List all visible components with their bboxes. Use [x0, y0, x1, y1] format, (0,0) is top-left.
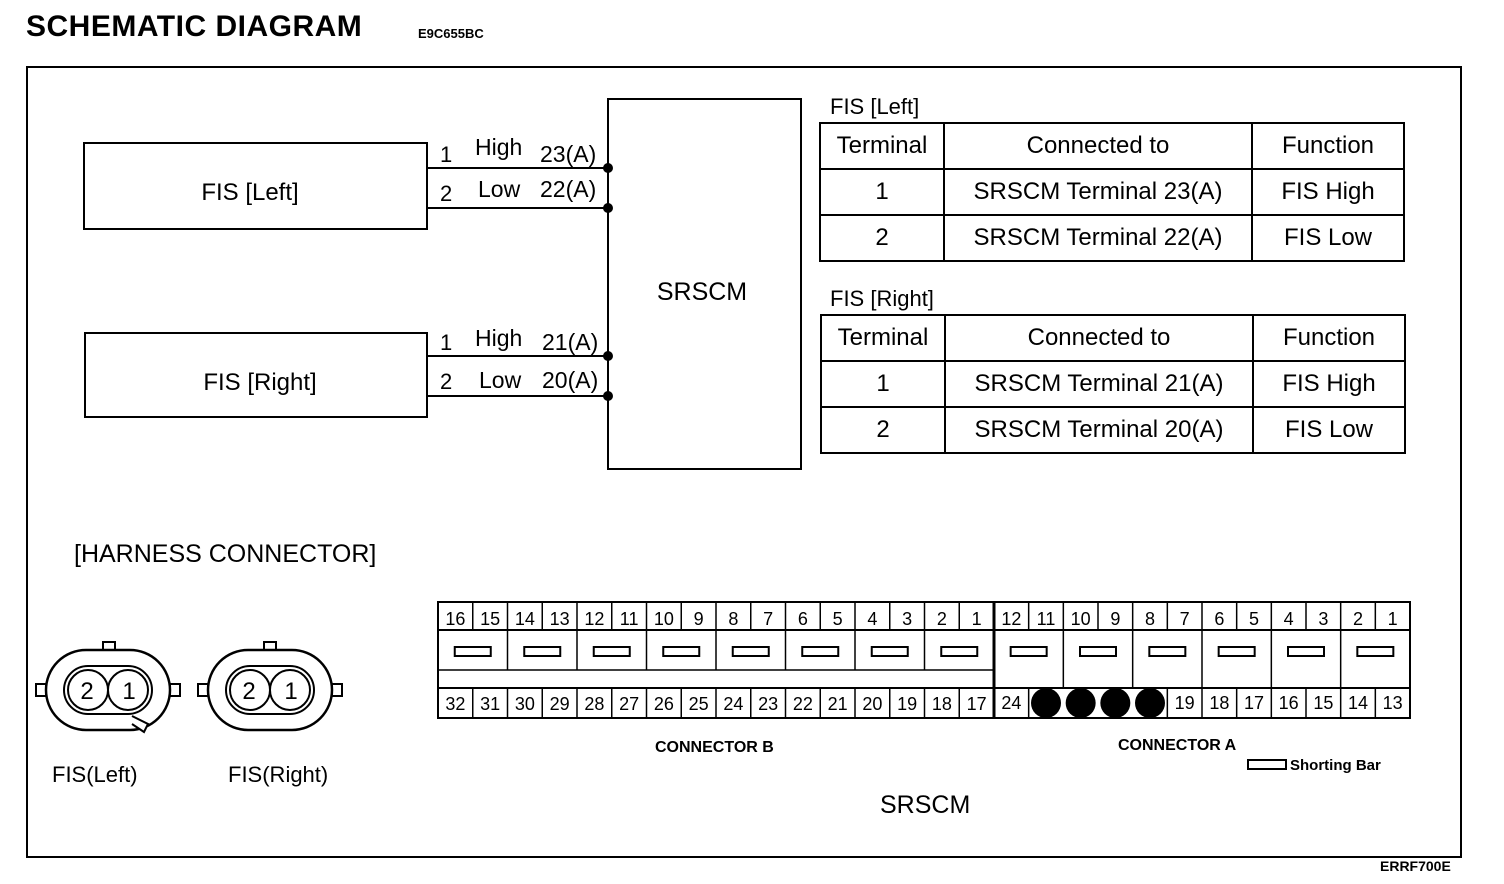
fis-left-connector	[36, 642, 180, 732]
table-cell: 2	[820, 215, 944, 261]
shorting-bar	[663, 647, 699, 656]
shorting-bar	[594, 647, 630, 656]
connector-a-pin-label: 16	[1278, 693, 1299, 713]
table-cell: FIS High	[1252, 169, 1404, 215]
connector-b-pin-label: 2	[936, 609, 947, 629]
shorting-bar-legend-icon	[1248, 760, 1286, 769]
column-header: Connected to	[945, 315, 1253, 361]
connector-a-pin-label: 14	[1347, 693, 1369, 713]
connector-b-pin-label: 18	[931, 694, 952, 714]
wire-name-label: Low	[479, 367, 522, 393]
shorting-bar	[733, 647, 769, 656]
connector-a-pin-label: 12	[1001, 609, 1022, 629]
column-header: Terminal	[821, 315, 945, 361]
connector-b-pin-label: 30	[514, 694, 535, 714]
table-cell: SRSCM Terminal 21(A)	[945, 361, 1253, 407]
wire-pin-label: 1	[440, 142, 453, 167]
connector-a-pin-label: 6	[1214, 609, 1225, 629]
connector-a-pin-label: 18	[1209, 693, 1230, 713]
harness-title: [HARNESS CONNECTOR]	[74, 540, 377, 568]
wire-terminal-label: 22(A)	[540, 176, 597, 202]
fis-right-pin-label: 2	[242, 678, 256, 705]
wire-pin-label: 2	[440, 369, 453, 394]
connector-a-pin-label: 7	[1179, 609, 1190, 629]
connector-b-pin-label: 13	[549, 609, 570, 629]
connector-b-label: CONNECTOR B	[655, 739, 774, 756]
wire-junction-dot	[603, 203, 613, 213]
connector-a-pin-label: 8	[1144, 609, 1156, 629]
connector-b-pin-label: 14	[514, 609, 535, 629]
connector-b-pin-label: 4	[867, 609, 878, 629]
connector-a-pin-label: 10	[1070, 609, 1091, 629]
connector-a-pin-label: 5	[1248, 609, 1260, 629]
connector-b-pin-label: 9	[693, 609, 704, 629]
connector-b-pin-label: 17	[966, 694, 987, 714]
fis-right-table-title: FIS [Right]	[830, 286, 934, 311]
table-cell: 1	[820, 169, 944, 215]
connector-b-pin-label: 3	[902, 609, 913, 629]
srscm-box-label: SRSCM	[656, 278, 748, 306]
connector-b-pin-label: 15	[480, 609, 501, 629]
connector-b-pin-label: 11	[619, 609, 639, 629]
fis-right-box-label: FIS [Right]	[203, 369, 317, 396]
shorting-bar	[941, 647, 977, 656]
connector-a-pin-label: 2	[1352, 609, 1364, 629]
connector-b-pin-label: 26	[653, 694, 674, 714]
table-cell: FIS Low	[1252, 215, 1404, 261]
wire-junction-dot	[603, 163, 613, 173]
wire-name-label: Low	[478, 176, 521, 202]
figure-code: E9C655BC	[418, 26, 484, 41]
wire-name-label: High	[475, 134, 523, 160]
fis-left-box-label: FIS [Left]	[201, 179, 299, 206]
shorting-bar	[802, 647, 838, 656]
filled-terminal-dot	[1100, 688, 1130, 718]
fis-left-connector-label: FIS(Left)	[52, 762, 138, 787]
connector-a-pin-label: 4	[1283, 609, 1294, 629]
table-header-row	[821, 315, 1405, 361]
table-row	[820, 215, 1404, 261]
wire-terminal-label: 21(A)	[542, 329, 599, 355]
shorting-bar	[1288, 647, 1324, 656]
table-cell: SRSCM Terminal 20(A)	[945, 407, 1253, 453]
figure-code-bottom: ERRF700E	[1380, 858, 1451, 874]
shorting-bar	[1011, 647, 1047, 656]
shorting-bar	[1149, 647, 1185, 656]
fis-left-pin-label: 1	[122, 678, 136, 705]
connector-b-pin-label: 19	[897, 694, 918, 714]
connector-b-pin-label: 5	[832, 609, 843, 629]
page-title: SCHEMATIC DIAGRAM	[26, 10, 363, 43]
fis-left-pin-label: 2	[80, 678, 94, 705]
filled-terminal-dot	[1031, 688, 1061, 718]
filled-terminal-dot	[1135, 688, 1165, 718]
wire-junction-dot	[603, 351, 613, 361]
shorting-bar	[1357, 647, 1393, 656]
connector-a-pin-label: 24	[1001, 693, 1022, 713]
table-row	[820, 169, 1404, 215]
connector-a-pin-label: 3	[1318, 609, 1329, 629]
fis-left-table-title: FIS [Left]	[830, 94, 920, 119]
connector-b-pin-label: 27	[619, 694, 640, 714]
table-cell: SRSCM Terminal 23(A)	[944, 169, 1252, 215]
shorting-bar	[1219, 647, 1255, 656]
wire-terminal-label: 20(A)	[542, 367, 599, 393]
connector-b-pin-label: 23	[758, 694, 779, 714]
connector-b-pin-label: 16	[445, 609, 466, 629]
connector-a-pin-label: 19	[1174, 693, 1195, 713]
shorting-bar	[455, 647, 491, 656]
connector-a-pin-label: 9	[1110, 609, 1121, 629]
table-header-row	[820, 123, 1404, 169]
fis-right-table	[820, 314, 1406, 454]
connector-a-pin-label: 17	[1243, 693, 1265, 713]
table-row	[821, 361, 1405, 407]
table-row	[821, 407, 1405, 453]
connector-b-pin-label: 20	[862, 694, 883, 714]
connector-b-pin-label: 29	[549, 694, 570, 714]
shorting-bar-legend-label: Shorting Bar	[1290, 757, 1381, 774]
connector-b-pin-label: 28	[584, 694, 605, 714]
table-cell: 2	[821, 407, 945, 453]
connector-b-pin-label: 21	[827, 694, 848, 714]
connector-a-pin-label: 15	[1313, 693, 1334, 713]
connector-a-label: CONNECTOR A	[1118, 737, 1237, 754]
shorting-bar	[1080, 647, 1116, 656]
connector-b-pin-label: 6	[797, 609, 808, 629]
connector-b-pin-label: 8	[728, 609, 739, 629]
connector-a-pin-label: 13	[1382, 693, 1403, 713]
wire-terminal-label: 23(A)	[540, 141, 597, 167]
connector-b-pin-label: 1	[971, 609, 982, 629]
connector-b-pin-label: 10	[653, 609, 674, 629]
table-cell: FIS Low	[1253, 407, 1405, 453]
connector-a-pin-label: 11	[1036, 609, 1056, 629]
connector-b-pin-label: 32	[445, 694, 466, 714]
fis-right-connector	[198, 642, 342, 730]
wire-pin-label: 1	[440, 330, 453, 355]
shorting-bar	[872, 647, 908, 656]
column-header: Function	[1253, 315, 1405, 361]
column-header: Connected to	[944, 123, 1252, 169]
table-cell: SRSCM Terminal 22(A)	[944, 215, 1252, 261]
srscm-connector	[438, 602, 1410, 718]
fis-right-pin-label: 1	[284, 678, 298, 705]
srscm-connector-label: SRSCM	[880, 791, 971, 819]
table-cell: 1	[821, 361, 945, 407]
column-header: Function	[1252, 123, 1404, 169]
filled-terminal-dot	[1066, 688, 1096, 718]
connector-b-pin-label: 22	[792, 694, 813, 714]
wire-pin-label: 2	[440, 181, 453, 206]
table-cell: FIS High	[1253, 361, 1405, 407]
connector-b-pin-label: 12	[584, 609, 605, 629]
wire-junction-dot	[603, 391, 613, 401]
wire-name-label: High	[475, 325, 523, 351]
connector-b-pin-label: 24	[723, 694, 744, 714]
connector-b-pin-label: 7	[763, 609, 774, 629]
fis-right-connector-label: FIS(Right)	[228, 762, 329, 787]
column-header: Terminal	[820, 123, 944, 169]
connector-a-pin-label: 1	[1387, 609, 1398, 629]
connector-b-pin-label: 25	[688, 694, 709, 714]
fis-left-table	[819, 122, 1405, 262]
connector-b-pin-label: 31	[480, 694, 501, 714]
shorting-bar	[524, 647, 560, 656]
